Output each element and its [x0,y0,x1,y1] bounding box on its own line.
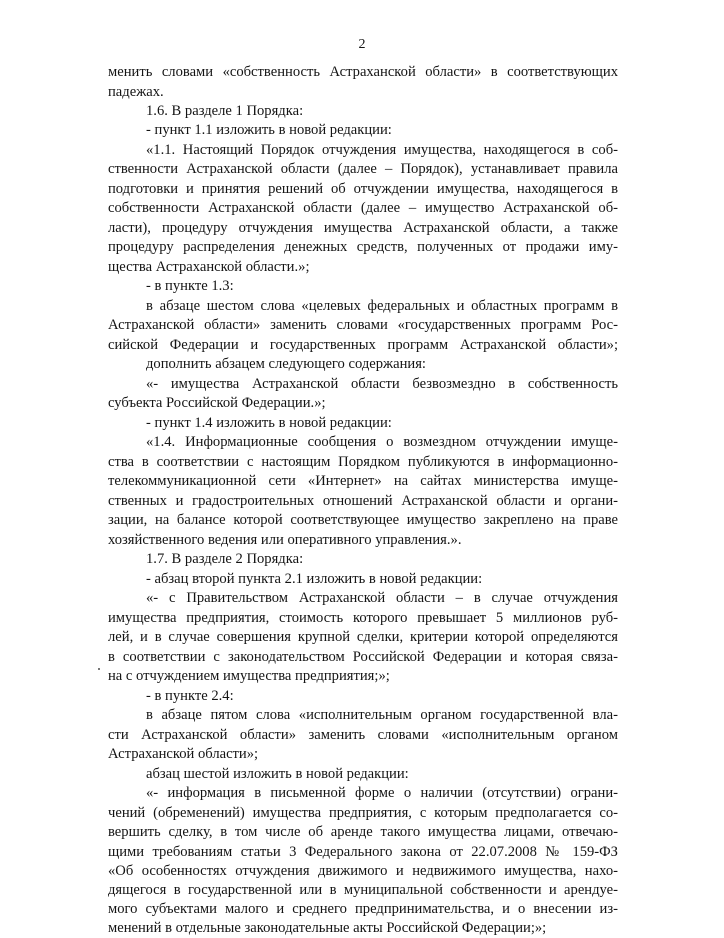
text-line: мого субъектами малого и среднего предпринимательства, и о внесении из- [108,901,618,917]
text-line: - пункт 1.4 изложить в новой редакции: [146,415,392,431]
text-line: чений (обременений) имущества предприятия, с которым предполагается со- [108,805,618,821]
text-line: ласти), процедуру отчуждения имущества Астраханской области, а также [108,220,618,236]
text-line: «1.4. Информационные сообщения о возмездном отчуждении имуще- [146,434,618,450]
text-line: абзац шестой изложить в новой редакции: [146,766,409,782]
text-line: в абзаце шестом слова «целевых федеральных и областных программ в [146,298,618,314]
scan-speck [98,668,100,670]
text-line: «Об особенностях отчуждения движимого и недвижимого имущества, нахо- [108,863,618,879]
text-line: «1.1. Настоящий Порядок отчуждения имущества, находящегося в соб- [146,142,618,158]
text-line: щества Астраханской области.»; [108,259,310,275]
text-line: сийской Федерации и государственных программ Астраханской области»; [108,337,618,353]
text-line: собственности Астраханской области (далее – имущество Астраханской об- [108,200,618,216]
text-line: на с отчуждением имущества предприятия;»; [108,668,390,684]
text-line: ственности Астраханской области (далее – Порядок), устанавливает правила [108,161,618,177]
text-line: - абзац второй пункта 2.1 изложить в новой редакции: [146,571,483,587]
text-line: хозяйственного ведения или оперативного управления.». [108,532,462,548]
text-line: телекоммуникационной сети «Интернет» на сайтах министерства имуще- [108,473,618,489]
text-line: 1.6. В разделе 1 Порядка: [146,103,304,119]
text-line: Астраханской области»; [108,746,259,762]
text-line: падежах. [108,84,164,100]
text-line: - в пункте 1.3: [146,278,234,294]
text-line: дополнить абзацем следующего содержания: [146,356,426,372]
text-line: в абзаце пятом слова «исполнительным органом государственной вла- [146,707,618,723]
text-line: зации, на балансе которой соответствующее имущество закреплено на праве [108,512,618,528]
text-line: менить словами «собственность Астраханской области» в соответствующих [108,64,618,80]
text-line: в соответствии с законодательством Российской Федерации и которая связа- [108,649,618,665]
text-line: «- имущества Астраханской области безвозмездно в собственность [146,376,618,392]
text-line: имущества предприятия, стоимость которого превышает 5 миллионов руб- [108,610,618,626]
text-line: процедуру распределения денежных средств, полученных от продажи иму- [108,239,618,255]
text-line: «- информация в письменной форме о наличии (отсутствии) ограни- [146,785,618,801]
text-line: дящегося в государственной или в муниципальной собственности и арендуе- [108,882,618,898]
page-number: 2 [358,37,366,52]
text-line: - в пункте 2.4: [146,688,234,704]
text-line: лей, и в случае совершения крупной сделки, критерии которой определяются [108,629,618,645]
text-line: - пункт 1.1 изложить в новой редакции: [146,122,392,138]
text-line: вершить сделку, в том числе об аренде такого имущества лицами, отвечаю- [108,824,618,840]
text-line: сти Астраханской области» заменить словами «исполнительным органом [108,727,618,743]
text-line: 1.7. В разделе 2 Порядка: [146,551,304,567]
text-line: ства в соответствии с настоящим Порядком публикуются в информационно- [108,454,618,470]
text-line: Астраханской области» заменить словами «государственных программ Рос- [108,317,618,333]
text-line: субъекта Российской Федерации.»; [108,395,326,411]
text-line: менений в отдельные законодательные акты Российской Федерации;»; [108,920,547,936]
text-line: щими требованиям статьи 3 Федерального закона от 22.07.2008 № 159-ФЗ [108,844,618,860]
text-line: подготовки и принятия решений об отчуждении имущества, находящегося в [108,181,618,197]
text-line: ственных и градостроительных отношений Астраханской области и органи- [108,493,618,509]
text-line: «- с Правительством Астраханской области – в случае отчуждения [146,590,618,606]
